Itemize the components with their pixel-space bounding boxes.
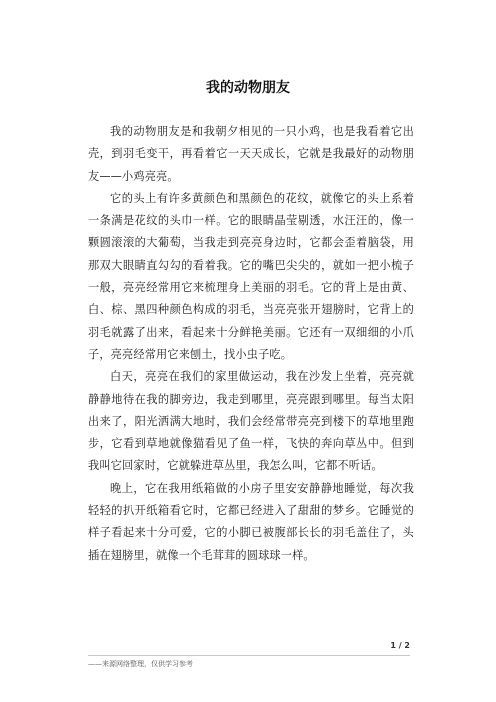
- paragraph-1: 我的动物朋友是和我朝夕相见的一只小鸡，也是我看着它出壳，到羽毛变干，再看着它一天天成长，它就是我最好的动物朋友——小鸡亮亮。: [88, 125, 414, 183]
- footer-divider: [88, 655, 410, 656]
- page-number: 1 / 2: [390, 641, 410, 650]
- paragraph-2: 它的头上有许多黄颜色和黑颜色的花纹，就像它的头上系着一条满是花纹的头巾一样。它的眼睛晶莹剔透，水汪汪的，像一颗圆滚滚的大葡萄，当我走到亮亮身边时，它都会歪着脑袋，用那双大眼睛直勾勾的看着我。它的嘴巴尖尖的，就如一把小梳子一般，亮亮经常用它来梳理身上美丽的羽毛。它的背上是由黄、白、棕、黑四种颜色构成的羽毛，当亮亮张开翅膀时，它背上的羽毛就露了出来，看起来十分鲜艳美丽。它还有一双细细的小爪子，亮亮经常用它来刨土，找小虫子吃。: [88, 191, 414, 361]
- document-body: [88, 121, 414, 567]
- paragraph-4: 晚上，它在我用纸箱做的小房子里安安静静地睡觉，每次我轻轻的扒开纸箱看它时，它都已经进入了甜甜的梦乡。它睡觉的样子看起来十分可爱，它的小脚已被腹部长长的羽毛盖住了，头插在翅膀里，就像一个毛茸茸的圆球球一样。: [88, 481, 414, 562]
- document-title: 我的动物朋友: [206, 80, 290, 96]
- footer-note: ——来源网络整理，仅供学习参考: [88, 660, 193, 668]
- paragraph-3: 白天，亮亮在我们的家里做运动，我在沙发上坐着，亮亮就静静地待在我的脚旁边，我走到哪里，亮亮跟到哪里。每当太阳出来了，阳光洒满大地时，我们会经常带亮亮到楼下的草地里跑步，它看到草地就像猫看见了鱼一样，飞快的奔向草丛中。但到我叫它回家时，它就躲进草丛里，我怎么叫，它都不听话。: [88, 370, 414, 473]
